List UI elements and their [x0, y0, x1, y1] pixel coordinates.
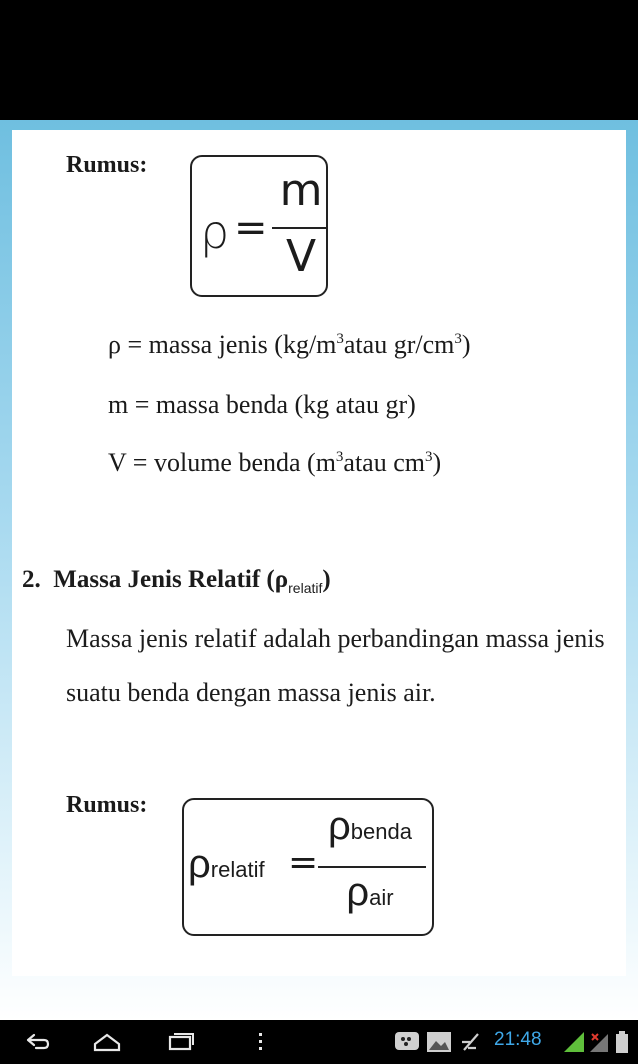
- definition-v: V = volume benda ($m^3atau$ $cm^3$): [108, 448, 442, 477]
- bbm-icon: [392, 1028, 422, 1056]
- equals-sign-2: =: [288, 842, 319, 883]
- formula-relative-density-box: [182, 798, 434, 936]
- fraction-bar-2: [318, 866, 426, 868]
- home-icon[interactable]: [92, 1028, 122, 1056]
- definition-rho: ρ = massa jenis ($kg/m^3atau$ $gr/cm^3$): [108, 330, 471, 359]
- rumus-label-2: Rumus:: [66, 792, 148, 818]
- denominator-v: V: [285, 231, 317, 282]
- rho-relatif: ρrelatif: [188, 842, 265, 886]
- recent-apps-icon[interactable]: [166, 1028, 196, 1056]
- fraction-bar: [272, 227, 328, 229]
- section-2-body: Massa jenis relatif adalah perbandingan massa jenis suatu benda dengan massa jenis air.: [66, 624, 605, 707]
- usb-debug-icon: [456, 1028, 486, 1056]
- gallery-icon: [424, 1028, 454, 1056]
- battery-icon: [612, 1028, 632, 1056]
- clock: 21:48: [494, 1029, 542, 1050]
- rumus-label-1: Rumus:: [66, 152, 148, 178]
- menu-icon[interactable]: [246, 1028, 276, 1056]
- numerator-m: m: [279, 165, 323, 216]
- top-black-bar: [0, 0, 638, 120]
- section-2-heading: 2. Massa Jenis Relatif $(\rho_{relatif})$: [22, 566, 331, 596]
- definition-m: m = massa benda (kg atau gr): [108, 390, 416, 419]
- equals-sign: =: [234, 205, 268, 251]
- formula-density-box: [190, 155, 328, 297]
- back-icon[interactable]: [22, 1028, 52, 1056]
- rho-symbol: ρ: [200, 205, 230, 259]
- rho-benda: ρbenda: [328, 804, 412, 848]
- rho-air: ρair: [346, 870, 394, 914]
- system-navigation-bar: [0, 1020, 638, 1064]
